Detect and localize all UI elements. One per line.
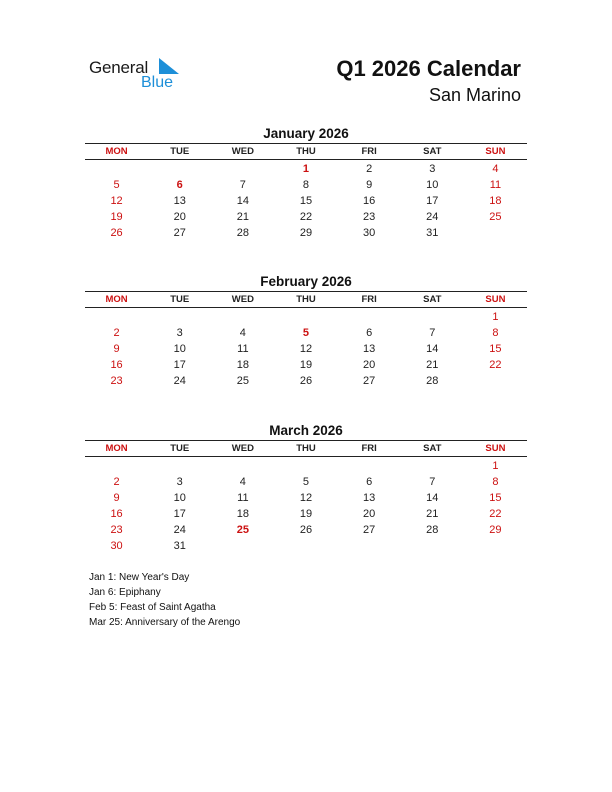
day-cell: 19 [110,211,123,223]
month-march [85,421,527,554]
day-cell: 8 [492,327,499,339]
page-subtitle: San Marino [428,85,521,105]
week-row [85,490,527,506]
week-row [85,161,527,177]
day-cell: 11 [237,343,249,355]
day-cell: 24 [173,375,186,387]
day-cell: 10 [173,343,186,355]
day-cell: 17 [173,359,186,371]
day-cell: 20 [173,211,186,223]
day-cell: 1 [492,311,499,323]
day-cell: 26 [110,227,123,239]
day-cell: 21 [426,508,439,520]
weekday-label: WED [231,146,254,157]
weekday-header [85,440,527,457]
day-cell: 27 [363,375,376,387]
day-cell: 22 [299,211,313,223]
weekday-label: THU [296,294,316,305]
day-cell: 24 [173,524,186,536]
week-row [85,341,527,357]
weekday-header [85,291,527,308]
page-title: Q1 2026 Calendar [336,56,521,81]
day-cell: 18 [236,508,249,520]
day-cell: 12 [110,195,123,207]
week-row [85,373,527,389]
day-cell: 5 [302,327,310,339]
month-title: February 2026 [260,274,352,289]
day-cell: 6 [366,476,373,488]
day-cell: 28 [426,524,439,536]
day-cell: 1 [492,460,499,472]
day-cell: 12 [299,492,313,504]
day-cell: 11 [237,492,249,504]
day-cell: 27 [173,227,186,239]
weekday-header [85,143,527,160]
day-cell: 3 [176,476,183,488]
day-cell: 30 [110,540,123,552]
holiday-item: Jan 6: Epiphany [89,587,161,598]
week-row [85,309,527,325]
day-cell: 13 [173,195,186,207]
week-row [85,458,527,474]
day-cell: 16 [110,508,123,520]
day-cell: 25 [489,211,502,223]
day-cell: 26 [299,524,313,536]
day-cell: 28 [236,227,249,239]
weekday-label: TUE [170,443,190,454]
weekday-label: SUN [485,146,506,157]
weekday-label: TUE [170,146,190,157]
day-cell: 19 [299,508,313,520]
day-cell: 15 [489,343,502,355]
week-row [85,506,527,522]
day-cell: 1 [302,163,310,175]
day-cell: 17 [173,508,186,520]
week-row [85,538,527,554]
brand-logo [89,54,199,94]
month-january [85,124,527,241]
day-cell: 29 [489,524,502,536]
day-cell: 31 [173,540,186,552]
weekday-label: MON [105,146,128,157]
weekday-label: THU [296,146,316,157]
weekday-label: SAT [423,146,442,157]
day-cell: 7 [239,179,246,191]
week-row [85,325,527,341]
holiday-list [89,570,240,630]
week-row [85,225,527,241]
weekday-label: MON [105,294,128,305]
day-cell: 9 [366,179,373,191]
day-cell: 20 [363,359,376,371]
week-row [85,522,527,538]
day-cell: 23 [110,375,123,387]
day-cell: 8 [492,476,499,488]
day-cell: 20 [363,508,376,520]
day-cell: 28 [426,375,439,387]
day-cell: 25 [236,375,249,387]
day-cell: 14 [236,195,249,207]
weekday-label: FRI [361,443,377,454]
day-cell: 21 [426,359,439,371]
day-cell: 11 [489,179,502,191]
day-cell: 3 [176,327,183,339]
day-cell: 22 [489,508,502,520]
day-cell: 6 [176,179,183,191]
day-cell: 29 [299,227,313,239]
day-cell: 30 [363,227,376,239]
day-cell: 26 [299,375,313,387]
day-cell: 14 [426,492,439,504]
day-cell: 9 [113,343,120,355]
weekday-label: SUN [485,443,506,454]
weekday-label: SAT [423,294,442,305]
month-title: January 2026 [263,126,349,141]
day-cell: 2 [113,327,120,339]
day-cell: 13 [363,343,376,355]
day-cell: 22 [489,359,502,371]
day-cell: 14 [426,343,439,355]
day-cell: 27 [363,524,376,536]
brand-name-general: General [89,58,149,77]
weekday-label: TUE [170,294,190,305]
weekday-label: WED [231,294,254,305]
day-cell: 15 [489,492,502,504]
day-cell: 18 [236,359,249,371]
day-cell: 17 [426,195,439,207]
day-cell: 21 [236,211,249,223]
holiday-item: Jan 1: New Year's Day [89,572,190,583]
day-cell: 3 [429,163,436,175]
day-cell: 12 [299,343,313,355]
day-cell: 24 [426,211,439,223]
holiday-item: Mar 25: Anniversary of the Arengo [89,617,241,628]
day-cell: 2 [113,476,120,488]
week-row [85,209,527,225]
day-cell: 16 [110,359,123,371]
weekday-label: THU [296,443,316,454]
week-row [85,177,527,193]
month-february [85,272,527,389]
day-cell: 9 [113,492,120,504]
day-cell: 23 [110,524,123,536]
day-cell: 18 [489,195,502,207]
brand-flag-icon [159,58,179,74]
day-cell: 7 [429,327,436,339]
weekday-label: WED [231,443,254,454]
day-cell: 15 [299,195,313,207]
holiday-item: Feb 5: Feast of Saint Agatha [89,602,216,613]
day-cell: 10 [173,492,186,504]
weekday-label: MON [105,443,128,454]
day-cell: 4 [492,163,499,175]
day-cell: 8 [302,179,310,191]
day-cell: 23 [363,211,376,223]
weekday-label: SUN [485,294,506,305]
day-cell: 16 [363,195,376,207]
day-cell: 31 [426,227,439,239]
weekday-label: FRI [361,146,377,157]
brand-name-blue: Blue [141,74,174,91]
day-cell: 6 [366,327,373,339]
day-cell: 5 [113,179,120,191]
weekday-label: SAT [423,443,442,454]
day-cell: 13 [363,492,376,504]
day-cell: 7 [429,476,436,488]
day-cell: 4 [239,327,246,339]
month-title: March 2026 [269,423,343,438]
week-row [85,474,527,490]
day-cell: 25 [236,524,249,536]
week-row [85,193,527,209]
week-row [85,357,527,373]
day-cell: 19 [299,359,313,371]
day-cell: 5 [302,476,310,488]
day-cell: 10 [426,179,439,191]
day-cell: 2 [366,163,373,175]
day-cell: 4 [239,476,246,488]
weekday-label: FRI [361,294,377,305]
